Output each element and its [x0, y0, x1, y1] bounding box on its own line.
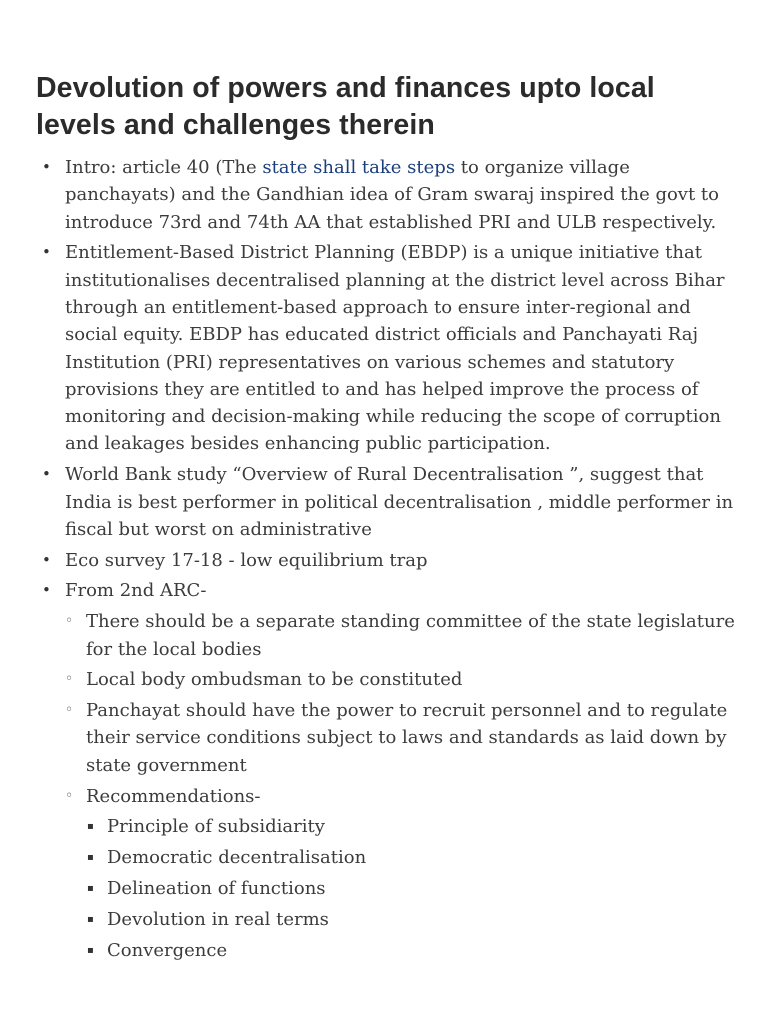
list-item-eco-survey: • Eco survey 17-18 - low equilibrium trap [36, 547, 736, 574]
list-item-ebdp: • Entitlement-Based District Planning (EBDP) is a unique initiative that institutionalises decentralised planning at the district level across Bihar through an entitlement-based approach to ensure inter-regional and social equity. EBDP has educated district officials and Panchayati Raj Institution (PRI) representatives on various schemes and statutory provisions they are entitled to and has helped improve the process of monitoring and decision-making while reducing the scope of corruption and leakages besides enhancing public participation. [36, 239, 736, 457]
bullet-list [36, 154, 736, 964]
list-item-world-bank-study: • World Bank study “Overview of Rural Decentralisation ”, suggest that India is best performer in political decentralisation , middle performer in fiscal but worst on administrative [36, 461, 736, 543]
recommendation-item: ▪ Delineation of functions [86, 875, 736, 902]
list-item-2nd-arc [36, 577, 736, 963]
sub-list-item-recommendations [65, 783, 736, 964]
recommendation-item: ▪ Democratic decentralisation [86, 844, 736, 871]
state-shall-take-steps-link[interactable]: state shall take steps [262, 157, 456, 178]
recommendation-item: ▪ Convergence [86, 937, 736, 964]
document-page [36, 70, 736, 967]
recommendations-label: Recommendations- [86, 785, 261, 807]
sub-list [65, 608, 736, 964]
recommendation-item: ▪ Devolution in real terms [86, 906, 736, 933]
recommendations-list [86, 813, 736, 963]
list-item-intro: • Intro: article 40 (The state shall take steps to organize village panchayats) and the Gandhian idea of Gram swaraj inspired the govt to introduce 73rd and 74th AA that established PRI and ULB respectively. [36, 154, 736, 236]
sub-list-item: ◦ Local body ombudsman to be constituted [65, 666, 736, 693]
sub-list-item: ◦ There should be a separate standing committee of the state legislature for the local bodies [65, 608, 736, 663]
sub-list-item: ◦ Panchayat should have the power to recruit personnel and to regulate their service conditions subject to laws and standards as laid down by state government [65, 697, 736, 779]
document-body [36, 154, 736, 964]
recommendation-item: ▪ Principle of subsidiarity [86, 813, 736, 840]
list-item-label: From 2nd ARC- [65, 580, 207, 602]
page-title: Devolution of powers and finances upto local levels and challenges therein [36, 72, 655, 141]
